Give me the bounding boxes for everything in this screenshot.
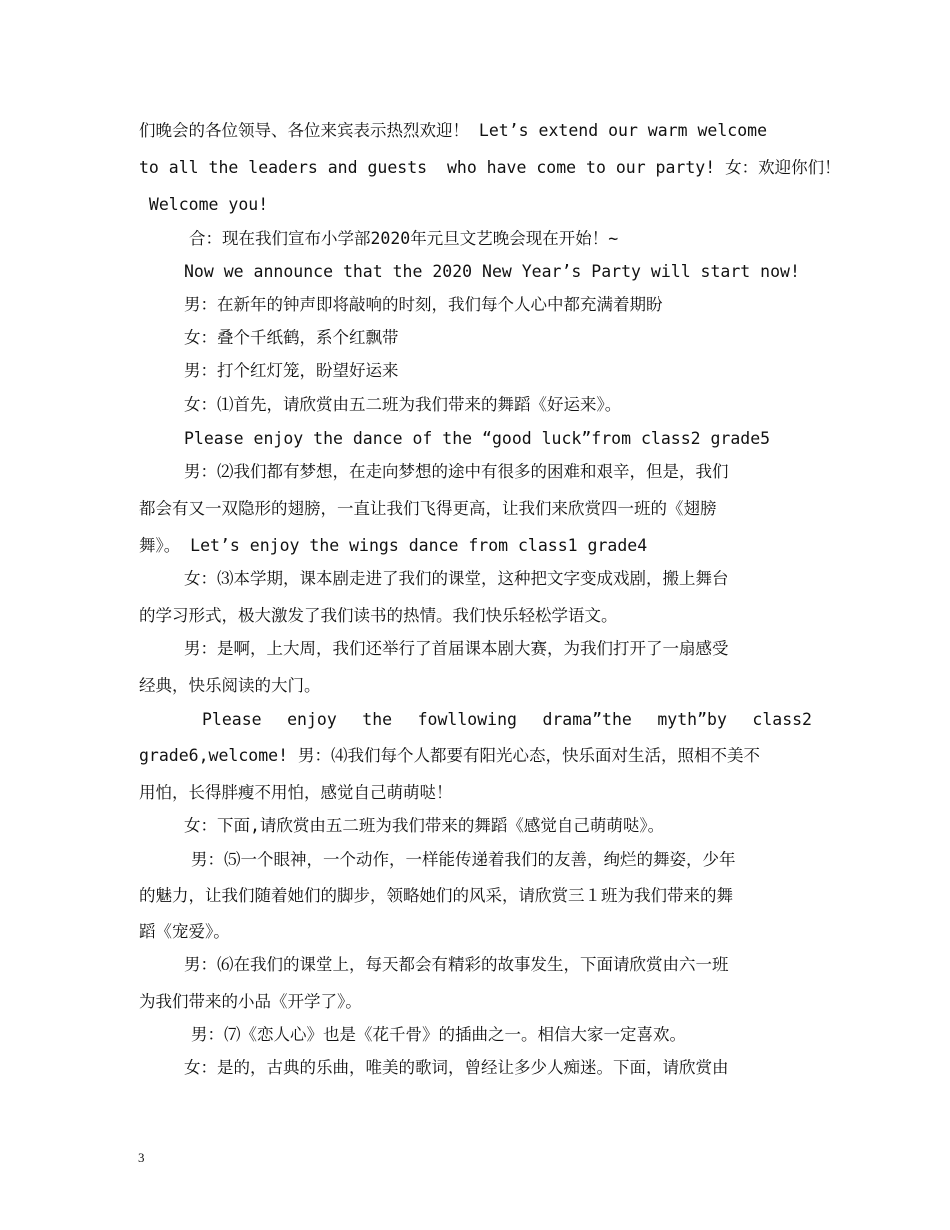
text-line: 女：叠个千纸鹤，系个红飘带 xyxy=(184,328,399,347)
text-line: 女：⑶本学期，课本剧走进了我们的课堂，这种把文字变成戏剧，搬上舞台 xyxy=(184,569,729,588)
text-line: grade6,welcome! 男：⑷我们每个人都要有阳光心态，快乐面对生活，照相不美不 xyxy=(139,746,760,765)
text-line: 们晚会的各位领导、各位来宾表示热烈欢迎！ Let’s extend our warm welcome xyxy=(139,121,768,140)
text-line: 都会有又一双隐形的翅膀，一直让我们飞得更高，让我们来欣赏四一班的《翅膀 xyxy=(139,499,717,518)
text-line: 男：⑹在我们的课堂上，每天都会有精彩的故事发生，下面请欣赏由六一班 xyxy=(184,955,729,974)
word: class2 xyxy=(752,710,812,729)
text-line: 男：是啊，上大周，我们还举行了首届课本剧大赛，为我们打开了一扇感受 xyxy=(184,639,729,658)
word: the xyxy=(362,710,393,729)
text-line: 男：⑺《恋人心》也是《花千骨》的插曲之一。相信大家一定喜欢。 xyxy=(191,1025,686,1044)
text-line: 男：⑸一个眼神，一个动作，一样能传递着我们的友善，绚烂的舞姿，少年 xyxy=(191,850,736,869)
word: enjoy xyxy=(287,710,337,729)
text-line: Please enjoy the dance of the “good luck”from class2 grade5 xyxy=(184,429,771,448)
text-line: 男：打个红灯笼，盼望好运来 xyxy=(184,361,399,380)
text-line: 女：是的，古典的乐曲，唯美的歌词，曾经让多少人痴迷。下面，请欣赏由 xyxy=(184,1058,729,1077)
word: fowllowing xyxy=(417,710,517,729)
text-line: 的魅力，让我们随着她们的脚步，领略她们的风采，请欣赏三１班为我们带来的舞 xyxy=(139,886,733,905)
page-number: 3 xyxy=(138,1150,145,1165)
text-line: 男：⑵我们都有梦想，在走向梦想的途中有很多的困难和艰辛，但是，我们 xyxy=(184,462,729,481)
text-line: 男：在新年的钟声即将敲响的时刻，我们每个人心中都充满着期盼 xyxy=(184,295,663,314)
text-line: 舞》。 Let’s enjoy the wings dance from class1 grade4 xyxy=(139,536,648,555)
text-line: to all the leaders and guests who have come to our party! 女：欢迎你们！ xyxy=(139,158,841,177)
word: Please xyxy=(202,710,262,729)
text-line: Welcome you! xyxy=(139,195,269,214)
text-line: 的学习形式，极大激发了我们读书的热情。我们快乐轻松学语文。 xyxy=(139,606,618,625)
word: drama”the xyxy=(542,710,632,729)
text-line: 经典，快乐阅读的大门。 xyxy=(139,676,321,695)
word: myth”by xyxy=(657,710,727,729)
text-line: 女：下面,请欣赏由五二班为我们带来的舞蹈《感觉自己萌萌哒》。 xyxy=(184,816,665,835)
text-line: 用怕，长得胖瘦不用怕，感觉自己萌萌哒！ xyxy=(139,783,453,802)
text-line: 为我们带来的小品《开学了》。 xyxy=(139,992,362,1011)
justified-text-line xyxy=(202,710,812,730)
text-line: 合：现在我们宣布小学部2020年元旦文艺晚会现在开始！~ xyxy=(189,229,619,248)
text-line: 蹈《宠爱》。 xyxy=(139,922,230,941)
text-line: 女：⑴首先，请欣赏由五二班为我们带来的舞蹈《好运来》。 xyxy=(184,395,622,414)
text-line: Now we announce that the 2020 New Year’s Party will start now! xyxy=(184,262,800,281)
